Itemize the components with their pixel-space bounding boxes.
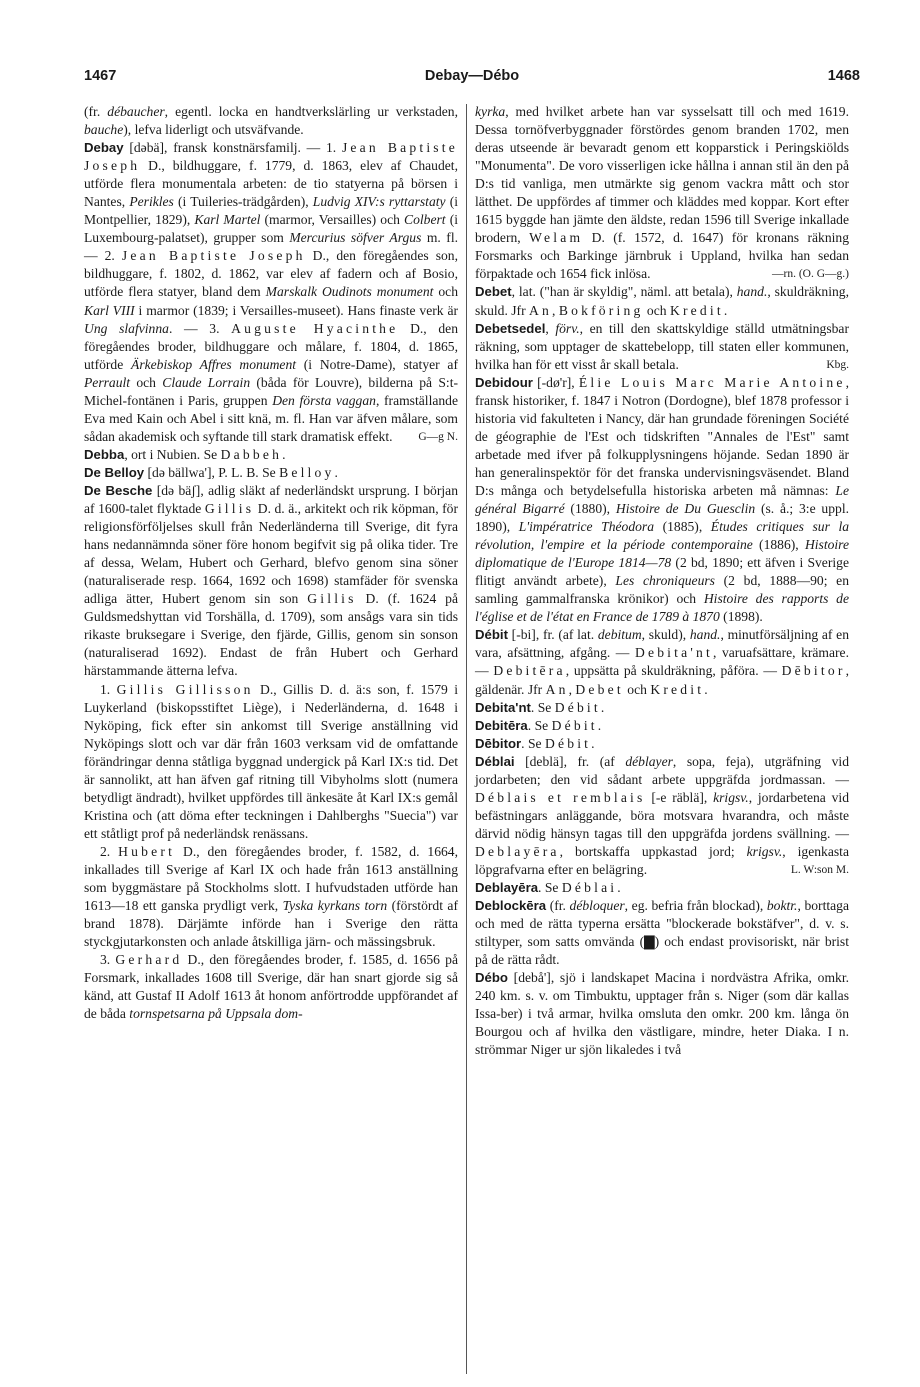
- text-run: débloquer: [569, 898, 625, 914]
- paragraph: [475, 969, 849, 1059]
- text-run: Mercurius söfver Argus: [289, 230, 422, 246]
- entry-headword: Deblayēra: [475, 880, 539, 896]
- text-run: Histoire diplomatique de l'Europe 1814—78: [475, 537, 849, 571]
- text-run: Debita'nt: [634, 645, 713, 661]
- text-run: Den första vaggan: [272, 392, 376, 408]
- text-run: m. fl. — 2.: [84, 230, 459, 264]
- text-run: Auguste Hyacinthe: [231, 320, 399, 336]
- text-run: D., den föregåendes broder, f. 1585, d. 1656 på Forsmark, inkallades 1608 till Sverige, där han snart gjorde sig så känd, att Gustaf II Adolf 1613 åt honom anförtrodde uppförandet af de båda: [84, 952, 458, 1022]
- text-run: Les chroniqueurs: [615, 573, 715, 589]
- text-run: Debitēra: [493, 663, 566, 679]
- text-run: Histoire des rapports de l'église et de l'état en France de 1789 à 1870: [475, 591, 849, 625]
- text-run: [-dø'r],: [532, 374, 579, 390]
- text-run: . Se: [538, 880, 562, 896]
- entry-headword: Débo: [475, 970, 508, 986]
- text-run: (båda för Louvre), bilderna på S:t-Michel-fontänen i Paris, gruppen: [84, 374, 458, 408]
- paragraph: [475, 699, 849, 717]
- text-run: , framställande Eva med Kain och Abel i sitt knä, m. fl. Han var äfven målare, som sådan akademisk och syftande till stark dramatisk effekt.: [84, 392, 459, 444]
- text-run: och: [433, 284, 458, 300]
- entry-headword: Debitēra: [475, 717, 528, 733]
- text-run: .: [334, 464, 338, 480]
- paragraph: [475, 735, 849, 753]
- text-run: 3.: [100, 952, 116, 968]
- text-run: i marmor (1839; i Versailles-museet). Hans finaste verk är: [134, 302, 458, 318]
- text-run: .: [597, 717, 602, 733]
- text-run: Bokföring: [558, 302, 644, 318]
- column-divider: [466, 104, 467, 1374]
- paragraph: [84, 139, 458, 446]
- author-signature: G—g N.: [418, 430, 458, 443]
- text-run: Gillis: [307, 591, 357, 607]
- entry-headword: Debay: [84, 140, 124, 156]
- entry-headword: Debidour: [475, 374, 533, 390]
- text-run: .: [704, 681, 708, 697]
- text-run: (i Notre-Dame), statyer af: [296, 356, 458, 372]
- paragraph: [84, 951, 458, 1023]
- text-run: Le général Bigarré: [475, 482, 849, 517]
- text-run: (1886),: [752, 537, 805, 553]
- page-number-right: 1468: [827, 68, 860, 84]
- entry-headword: Deblockēra: [475, 898, 547, 914]
- text-run: D., Gillis D. d. ä:s son, f. 1579 i Luykerland (biskopsstiftet Liège), i Nederländerna, d. 1648 i Nyköping, fick efter sin ankomst till Sverige anställning vid Nyköpings slott och var där från 1603 verksam vid de omfattande förändringar denna ståtliga byggnad undergick på Karl IX:s tid. Det är sannolikt, att han äfven gaf ritning till Vibyholms slott (numera betydligt ändradt), hvilket uppfördes till änkesäte åt Karl IX:s gemål Kristina och (att döma efter teckningen i Dahlberghs "Suecia") var ett ståtligt prof på nederländsk renässans.: [84, 681, 458, 841]
- text-run: (1898).: [719, 609, 763, 625]
- right-column: [475, 103, 849, 1059]
- text-run: Gillis: [204, 501, 255, 517]
- text-run: [də bäʃ], adlig släkt af nederländskt ursprung. I början af 1600-talet flyktade: [84, 482, 458, 517]
- text-run: Perrault: [84, 374, 131, 390]
- text-run: Kredit: [650, 681, 705, 697]
- text-run: (marmor, Versailles) och: [260, 212, 405, 228]
- text-run: ,: [568, 681, 576, 697]
- text-run: 2.: [100, 843, 119, 859]
- text-run: . — 3.: [168, 320, 232, 336]
- text-run: Dēbitor: [781, 663, 846, 679]
- text-run: D., den föregåendes broder, bildhuggare och målare, f. 1804, d. 1865, utförde: [84, 320, 458, 372]
- paragraph: [84, 103, 458, 139]
- text-run: (1880),: [564, 501, 616, 517]
- text-run: Karl Martel: [194, 212, 261, 228]
- text-run: D. (f. 1624 på Guldsmedshyttan vid Torshälla, d. 1709), som ansågs vara sin tids rikaste bruksegare i Sverige, den fjärde, Gillis, genom sin sonson (naturaliserad 1692). Endast de från Hubert och Gerhard härstammande ätterna lefva.: [84, 591, 458, 679]
- text-run: ,: [545, 320, 556, 336]
- text-run: Hubert: [118, 843, 176, 859]
- author-signature: —rn. (O. G—g.): [772, 268, 849, 281]
- paragraph: [84, 681, 458, 843]
- text-run: , fransk historiker, f. 1847 i Notron (Dordogne), blef 1878 professor i historia vid fakulteten i Nancy, där han grundade föreningen Société de géographie de l'Est och tidskriften "Annales de l'Est" samt arbetade med ifver på folkupplysningens höjande. Sedan 1890 är han generalinspektör för det franska undervisningsväsendet. Bland D:s många och betydelsefulla historiska arbeten må nämnas:: [475, 374, 849, 498]
- text-run: [deblä], fr. (af: [514, 753, 626, 769]
- text-run: (i Montpellier, 1829),: [84, 194, 459, 228]
- text-run: [debå'], sjö i landskapet Macina i nordvästra Afrika, omkr. 240 km. s. v. om Timbuktu, upptager från s. Niger (som där kallas Issa-ber) i två armar, hvilka omsluta den omkr. 200 km. långa ön Bourgou och af hvilka den västligare, mindre, heter Diaka. I n. strömmar Niger ur sjön likaledes i två: [475, 970, 849, 1058]
- text-run: , ort i Nubien. Se: [124, 446, 221, 462]
- text-run: (2 bd, 1888—90; en samling gammalfranska krönikor) och: [475, 573, 849, 607]
- entry-headword: Debetsedel: [475, 320, 546, 336]
- text-run: ,: [552, 302, 559, 318]
- entry-headword: De Belloy: [84, 464, 145, 480]
- text-run: Perikles: [129, 194, 174, 210]
- text-run: Tyska kyrkans torn: [282, 898, 388, 914]
- text-run: (i Tuileries-trädgården),: [173, 194, 313, 210]
- text-run: Ärkebiskop Affres monument: [131, 356, 297, 372]
- text-run: .: [282, 446, 286, 462]
- text-run: , gäldenär. Jfr: [475, 663, 849, 697]
- running-header: [84, 68, 860, 90]
- paragraph: [84, 446, 458, 464]
- paragraph: [475, 753, 849, 879]
- text-run: och: [623, 681, 651, 697]
- paragraph: [84, 843, 458, 951]
- text-run: Welam: [529, 230, 584, 246]
- page-number-left: 1467: [84, 68, 117, 84]
- text-run: 1.: [100, 681, 117, 697]
- text-run: L'impératrice Théodora: [518, 519, 655, 535]
- text-run: D. d. ä., arkitekt och rik köpman, för religionsförföljelses skull från Nederländerna till Sverige, dit fyra hans nedannämnda söner före honom begifvit sig på olika tider. Tre af dessa, Welam, Hubert och Gerhard, blefvo genom sina söner (naturaliserade resp. 1664, 1692 och 1698) stamfäder för svenska adliga ätter, Hubert genom sin son: [84, 501, 459, 607]
- paragraph: [84, 482, 458, 681]
- text-run: D., bildhuggare, f. 1779, d. 1863, elev af Chaudet, utförde flera monumentala arbeten: de tio statyerna på börsen i Nantes,: [84, 158, 458, 210]
- text-run: , varuafsättare, krämare. —: [475, 645, 849, 679]
- author-signature: L. W:son M.: [790, 863, 849, 876]
- paragraph: [475, 374, 849, 627]
- text-run: [də bällwa'], P. L. B. Se: [144, 464, 280, 480]
- text-run: Ung slafvinna: [84, 320, 169, 336]
- text-run: , med hvilket arbete han var sysselsatt till och med 1619. Dessa tornöfverbyggnader förstördes genom branden 1702, men deras utseende är bevaradt genom ett kopparstick i Peringskiölds "Monumenta". De voro visserligen icke hållna i annan stil än den på D:s tid vanliga, men utmärkte sig genom vackra mått och stor lätthet. De uppfördes af timmer och kläddes med koppar. Kort efter 1615 byggde han jämte den äldste, redan 1596 till Sverige inkallade brodern,: [475, 104, 849, 246]
- text-run: krigsv.: [713, 789, 749, 805]
- text-run: , skuldräkning, skuld. Jfr: [475, 284, 849, 318]
- paragraph: [475, 717, 849, 735]
- text-run: Débit: [551, 717, 598, 733]
- text-run: Débit: [544, 735, 592, 751]
- text-run: Ludvig XIV:s ryttarstaty: [312, 194, 446, 210]
- text-run: [-e räblä],: [645, 789, 714, 805]
- text-run: Débit: [554, 699, 601, 715]
- text-run: Histoire de Du Guesclin: [615, 501, 756, 517]
- text-run: D., den föregåendes son, bildhuggare, f. 1802, d. 1862, var elev af fadern och af Bosio, utförde flera statyer, bland dem: [84, 248, 458, 300]
- paragraph: [475, 283, 849, 319]
- text-run: och: [130, 374, 163, 390]
- text-run: , eg. befria från blockad),: [624, 898, 767, 914]
- text-run: tornspetsarna på Uppsala dom-: [129, 1006, 303, 1022]
- text-run: , sopa, feja), utgräfning vid jordarbeten; den vid sådant arbete uppgräfda jordmassan. —: [475, 753, 849, 787]
- text-run: och: [643, 302, 670, 318]
- text-run: Marskalk Oudinots monument: [265, 284, 434, 300]
- text-run: Karl VIII: [84, 302, 135, 318]
- text-run: kyrka: [475, 104, 506, 119]
- text-run: Gillis Gillisson: [116, 681, 254, 697]
- text-run: , bortskaffa uppkastad jord;: [559, 843, 747, 859]
- text-run: debitum: [597, 627, 642, 643]
- text-run: bauche: [84, 122, 124, 138]
- text-run: Déblai: [561, 880, 618, 896]
- text-run: Études critiques sur la révolution, l'empire et la période contemporaine: [475, 519, 850, 553]
- paragraph: [475, 897, 849, 969]
- text-run: Élie Louis Marc Marie Antoine: [578, 374, 846, 390]
- author-signature: Kbg.: [826, 358, 849, 371]
- text-run: , igenkasta löpgrafvarna efter en belägring.: [475, 843, 849, 877]
- text-run: [dəbä], fransk konstnärsfamilj. — 1.: [123, 140, 342, 156]
- text-run: [-bi], fr. (af lat.: [507, 627, 598, 643]
- text-run: . Se: [527, 717, 552, 733]
- text-run: ), lefva liderligt och utsväfvande.: [123, 122, 304, 138]
- text-run: Belloy: [279, 464, 335, 480]
- text-run: , borttaga och med de rätta typerna ersätta "blockerade bokstäfver", d. v. s. stiltyper, som satts omvända (▇) och endast provisoriskt, när brist på de rätta rådt.: [475, 898, 849, 968]
- text-run: , en till den skattskyldige ställd utmätningsbar räkning, som upptager de skattebelopp, till staten eller kommunen, hvilka han för ett visst år skall betala.: [475, 320, 849, 372]
- text-run: (i Luxembourg-palatset), grupper som: [84, 212, 459, 246]
- entry-headword: Debba: [84, 446, 125, 462]
- text-run: D. (f. 1572, d. 1647) för kronans räkning Forsmarks och Barkinge järnbruk i Uppland, hvilka han sedan förpaktade och 1654 fick inlösa.: [475, 230, 849, 282]
- text-run: .: [617, 880, 621, 896]
- text-run: Déblais et remblais: [475, 789, 646, 805]
- text-run: hand.: [736, 284, 768, 300]
- text-run: förv.: [555, 320, 580, 336]
- entry-headword: Debet: [475, 284, 512, 300]
- entry-headword: Debita'nt: [475, 699, 531, 715]
- paragraph: [475, 320, 849, 374]
- entry-headword: Dēbitor: [475, 735, 522, 751]
- text-run: débaucher: [107, 104, 165, 119]
- text-run: (fr.: [546, 898, 570, 914]
- text-run: krigsv.: [746, 843, 783, 859]
- text-run: .: [723, 302, 728, 318]
- text-run: Gerhard: [115, 952, 183, 968]
- text-run: , lat. ("han är skyldig", näml. att betala),: [511, 284, 737, 300]
- text-run: An: [529, 302, 553, 318]
- text-run: . Se: [521, 735, 545, 751]
- paragraph: [475, 626, 849, 698]
- text-run: , jordarbetena vid befästningars anläggande, böra motsvara hvarandra, och måste därvid nödig hänsyn tagas till den uppgräfda jordens svällning. —: [475, 789, 849, 841]
- text-run: , minutförsäljning af en vara, afsättning, afgång. —: [475, 627, 849, 661]
- left-column: [84, 103, 458, 1023]
- text-run: (fr.: [84, 104, 108, 119]
- entry-headword: Débit: [475, 627, 508, 643]
- text-run: D., den föregåendes broder, f. 1582, d. 1664, inkallades till Sverige af Karl IX och hade från 1613 anställning som byggmästare på Stockholms slott. I hufvudstaden utförde han 1613—18 ett ganska prydligt verk,: [84, 843, 459, 914]
- text-run: .: [600, 699, 605, 715]
- text-run: Jean Baptiste Joseph: [84, 140, 458, 174]
- text-run: .: [591, 735, 595, 751]
- text-run: Kredit: [669, 302, 724, 318]
- text-run: Colbert: [404, 212, 446, 228]
- text-run: boktr.: [766, 898, 798, 914]
- paragraph: [475, 879, 849, 897]
- text-run: Debet: [575, 681, 624, 697]
- text-run: Dabbeh: [220, 446, 283, 462]
- paragraph: [84, 464, 458, 482]
- text-run: , uppsätta på skuldräkning, påföra. —: [565, 663, 782, 679]
- entry-headword: De Besche: [84, 482, 153, 498]
- paragraph: [475, 103, 849, 283]
- text-run: (s. å.; 3:e uppl. 1890),: [475, 501, 849, 535]
- page-title: Debay—Débo: [424, 68, 520, 84]
- text-run: (2 bd, 1890; ett äfven i Sverige flitigt användt arbete),: [475, 555, 849, 589]
- text-run: déblayer: [625, 753, 673, 769]
- text-run: Deblayēra: [475, 843, 560, 859]
- text-run: (förstördt af brand 1878). Därjämte införde han i Sverige den rätta styckgjutarkonsten och anlade åtskilliga järn- och mässingsbruk.: [84, 898, 458, 950]
- text-run: hand.: [689, 627, 721, 643]
- text-run: (1885),: [654, 519, 711, 535]
- entry-headword: Déblai: [475, 753, 515, 769]
- text-run: . Se: [530, 699, 555, 715]
- text-run: An: [545, 681, 569, 697]
- text-run: , skuld),: [641, 627, 690, 643]
- text-run: Claude Lorrain: [162, 374, 251, 390]
- text-run: , egentl. locka en handtverkslärling ur verkstaden,: [164, 104, 458, 119]
- text-run: Jean Baptiste Joseph: [121, 248, 306, 264]
